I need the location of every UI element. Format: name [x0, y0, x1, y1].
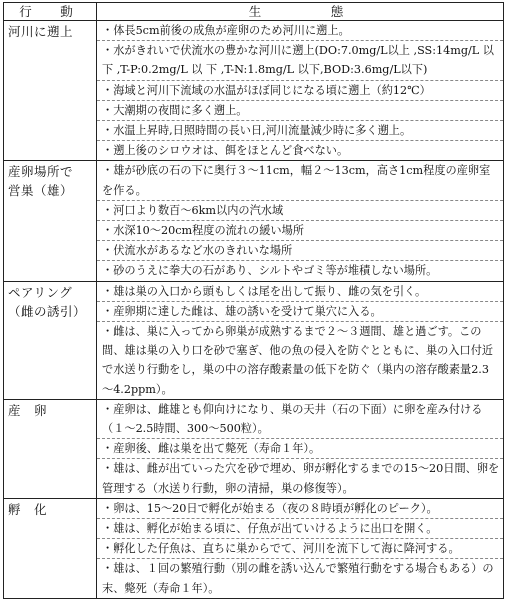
ecology-bullet: ・体長5cm前後の成魚が産卵のため河川に遡上。 — [102, 24, 350, 37]
ecology-bullet: ・砂のうえに拳大の石があり、シルトやゴミ等が堆積しない場所。 — [97, 260, 503, 280]
ecology-bullet: ・卵は、15～20日で孵化が始まる（夜の８時頃が孵化のピーク）。 — [102, 501, 438, 515]
ecology-bullet: ・水温上昇時,日照時間の長い日,河川流量減少時に多く遡上。 — [97, 120, 503, 140]
behavior-cell — [4, 161, 97, 281]
header-ecology: 生 態 — [97, 3, 504, 21]
ecology-bullet: ・雄は巣の入口から頭もしくは尾を出して振り、雌の気を引く。 — [102, 284, 427, 298]
behavior-cell — [4, 399, 97, 498]
ecology-cell — [97, 399, 504, 498]
ecology-bullet: ・海域と河川下流域の水温がほぼ同じになる頃に遡上（約12℃） — [97, 80, 503, 100]
ecology-table-container — [3, 2, 503, 594]
table-row — [4, 161, 504, 281]
behavior-label: 産 卵 — [8, 402, 48, 418]
table-row — [4, 498, 504, 598]
ecology-bullet: ・遡上後のシロウオは、餌をほとんど食べない。 — [97, 140, 503, 160]
ecology-bullet: ・孵化した仔魚は、直ちに巣からでて、河川を流下して海に降河する。 — [97, 538, 503, 558]
ecology-bullet: ・産卵期に達した雌は、雄の誘いを受けて巣穴に入る。 — [97, 301, 503, 321]
header-behavior: 行 動 — [4, 3, 97, 21]
ecology-table — [3, 2, 504, 599]
ecology-bullet: ・雄が砂底の石の下に奥行３～11cm，幅２～13cm，高さ1cm程度の産卵室を作る。 — [102, 164, 491, 197]
ecology-cell — [97, 498, 504, 598]
ecology-bullet: ・大潮期の夜間に多く遡上。 — [97, 100, 503, 120]
table-row — [4, 21, 504, 161]
ecology-cell — [97, 21, 504, 161]
ecology-bullet: ・雌は、巣に入ってから卵巣が成熟するまで２～３週間、雄と過ごす。この間、雄は巣の入り口を砂で塞ぎ、他の魚の侵入を防ぐとともに、巣の入口付近で水送り行動をし，巣の中の溶存酸素量の低下を防ぐ（巣内の溶存酸素量2.3～4.2ppm）。 — [97, 321, 503, 399]
ecology-cell — [97, 281, 504, 399]
ecology-bullet: ・伏流水があるなど水のきれいな場所 — [97, 240, 503, 260]
ecology-bullet: ・河口より数百～6km以内の汽水域 — [97, 200, 503, 220]
behavior-label: （雌の誘引） — [8, 303, 87, 319]
behavior-cell — [4, 498, 97, 598]
ecology-bullet: ・雄は、孵化が始まる頃に、仔魚が出ていけるように出口を開く。 — [97, 518, 503, 538]
ecology-cell — [97, 161, 504, 281]
behavior-label: ペアリング — [8, 284, 73, 300]
ecology-bullet: ・産卵後、雌は巣を出て斃死（寿命１年）。 — [97, 438, 503, 458]
ecology-bullet: ・産卵は、雌雄とも仰向けになり、巣の天井（石の下面）に卵を産み付ける（１～2.5時間、300～500粒）。 — [102, 402, 483, 436]
behavior-label: 産卵場所で — [8, 164, 74, 180]
header-row — [4, 3, 504, 21]
behavior-label: 営巣（雄） — [8, 183, 74, 199]
behavior-cell — [4, 281, 97, 399]
ecology-bullet: ・雄は、１回の繁殖行動（別の雌を誘い込んで繁殖行動をする場合もある）の末、斃死（寿命１年）。 — [97, 558, 503, 597]
behavior-label: 孵 化 — [8, 501, 48, 517]
ecology-bullet: ・水がきれいで伏流水の豊かな河川に遡上(DO:7.0mg/L以上 ,SS:14mg/L 以 下 ,T-P:0.2mg/L 以 下 ,T-N:1.8mg/L 以下,BOD:3.6mg/L以下) — [97, 40, 503, 79]
ecology-bullet: ・水深10～20cm程度の流れの緩い場所 — [97, 220, 503, 240]
behavior-cell — [4, 21, 97, 161]
behavior-label: 河川に遡上 — [8, 24, 74, 39]
ecology-bullet: ・雄は、雌が出ていった穴を砂で埋め、卵が孵化するまでの15～20日間、卵を管理する（水送り行動，卵の清掃，巣の修復等）。 — [97, 458, 503, 497]
table-row — [4, 399, 504, 498]
table-row — [4, 281, 504, 399]
